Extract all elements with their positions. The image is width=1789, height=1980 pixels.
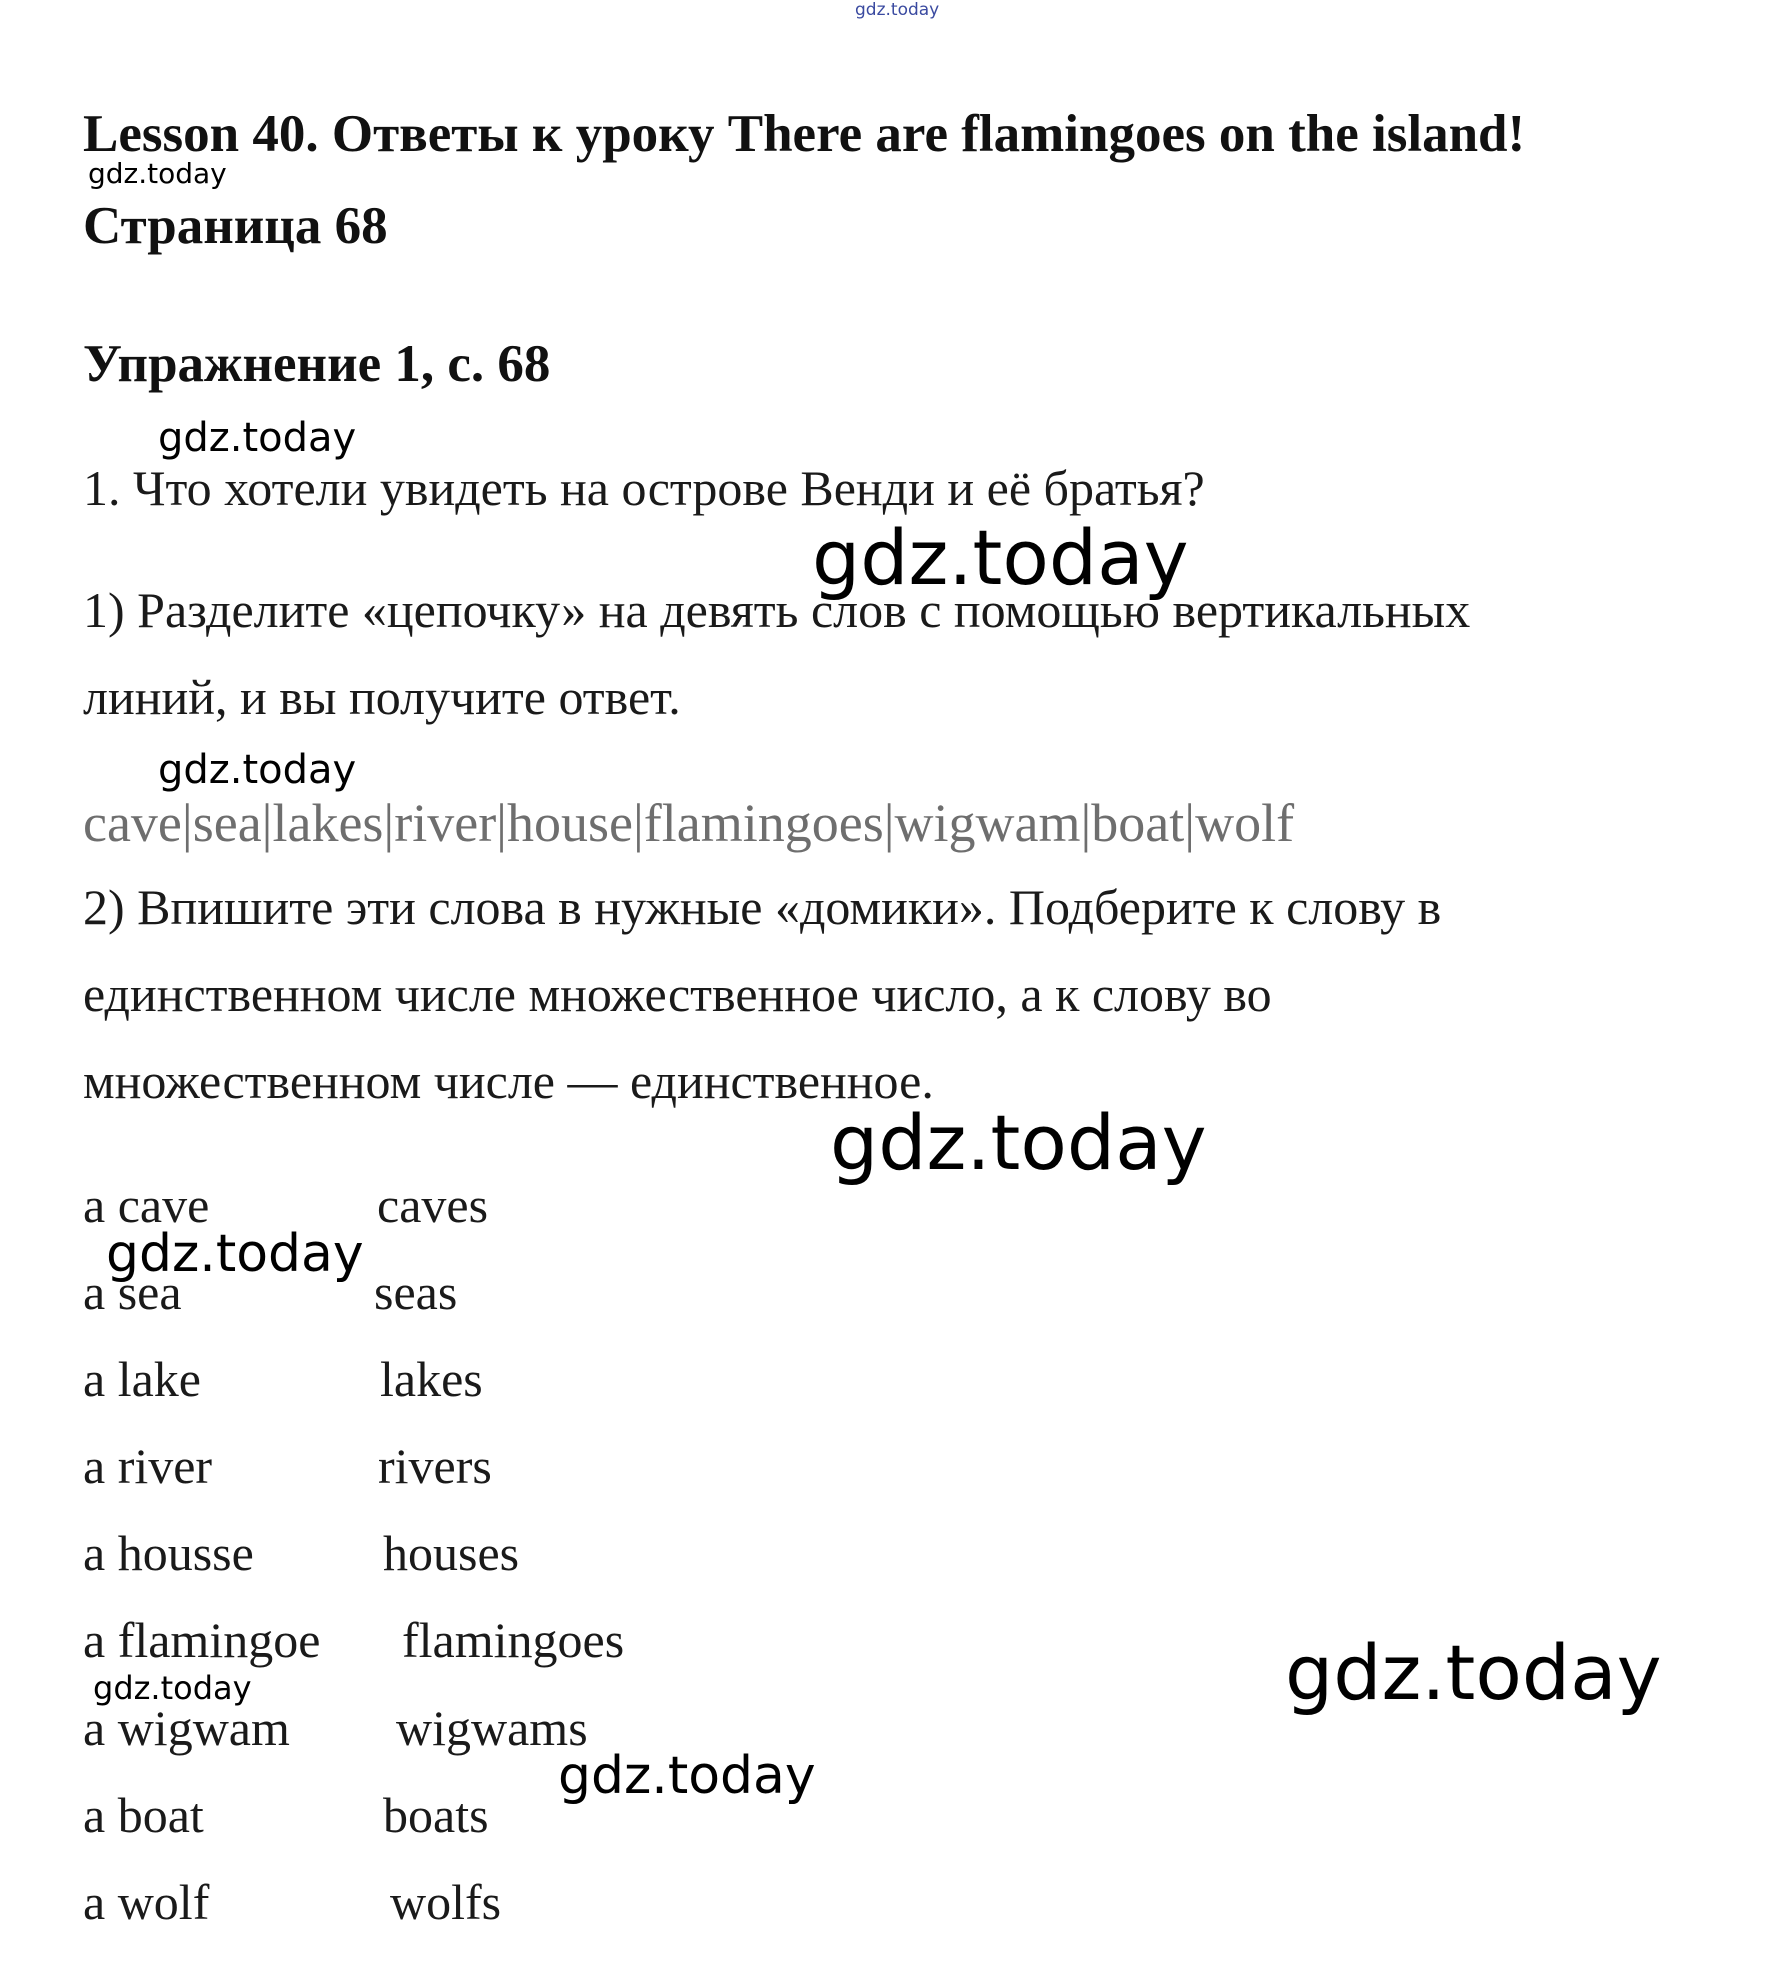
- plural-word: houses: [383, 1525, 520, 1581]
- question-text: 1. Что хотели увидеть на острове Венди и её братья?: [83, 460, 1205, 516]
- plural-word: lakes: [380, 1351, 483, 1407]
- singular-word: a cave: [83, 1177, 210, 1233]
- watermark-medium: gdz.today: [558, 1746, 816, 1806]
- singular-word: a lake: [83, 1351, 201, 1407]
- task1-line1: 1) Разделите «цепочку» на девять слов с помощью вертикальных: [83, 582, 1471, 638]
- watermark-medium: gdz.today: [158, 747, 357, 793]
- page-number-label: Страница 68: [83, 197, 388, 255]
- task2-line2: единственном числе множественное число, а к слову во: [83, 966, 1272, 1022]
- watermark-medium: gdz.today: [158, 415, 357, 461]
- task2-line3: множественном числе — единственное.: [83, 1053, 934, 1109]
- singular-word: a flamingoe: [83, 1612, 321, 1668]
- answer-chain: cave|sea|lakes|river|house|flamingoes|wigwam|boat|wolf: [83, 793, 1295, 853]
- watermark-large: gdz.today: [812, 513, 1189, 602]
- plural-word: seas: [374, 1264, 458, 1320]
- exercise-heading: Упражнение 1, с. 68: [83, 335, 551, 393]
- lesson-title: Lesson 40. Ответы к уроку There are flamingoes on the island!: [83, 105, 1526, 163]
- task2-line1: 2) Впишите эти слова в нужные «домики». Подберите к слову в: [83, 879, 1442, 935]
- plural-word: wolfs: [390, 1874, 502, 1930]
- plural-word: rivers: [378, 1438, 492, 1494]
- watermark-small: gdz.today: [93, 1669, 252, 1707]
- plural-word: flamingoes: [402, 1612, 625, 1668]
- watermark-large: gdz.today: [830, 1098, 1207, 1187]
- watermark-small: gdz.today: [88, 157, 227, 190]
- singular-word: a sea: [83, 1264, 182, 1320]
- plural-word: caves: [377, 1177, 489, 1233]
- singular-word: a housse: [83, 1525, 254, 1581]
- singular-word: a river: [83, 1438, 213, 1494]
- singular-word: a wolf: [83, 1874, 210, 1930]
- watermark-medium: gdz.today: [106, 1224, 364, 1284]
- watermark-top: gdz.today: [855, 0, 940, 20]
- singular-word: a wigwam: [83, 1700, 290, 1756]
- singular-word: a boat: [83, 1787, 204, 1843]
- watermark-large: gdz.today: [1285, 1628, 1662, 1717]
- plural-word: wigwams: [396, 1700, 588, 1756]
- plural-word: boats: [383, 1787, 489, 1843]
- task1-line2: линий, и вы получите ответ.: [83, 669, 681, 725]
